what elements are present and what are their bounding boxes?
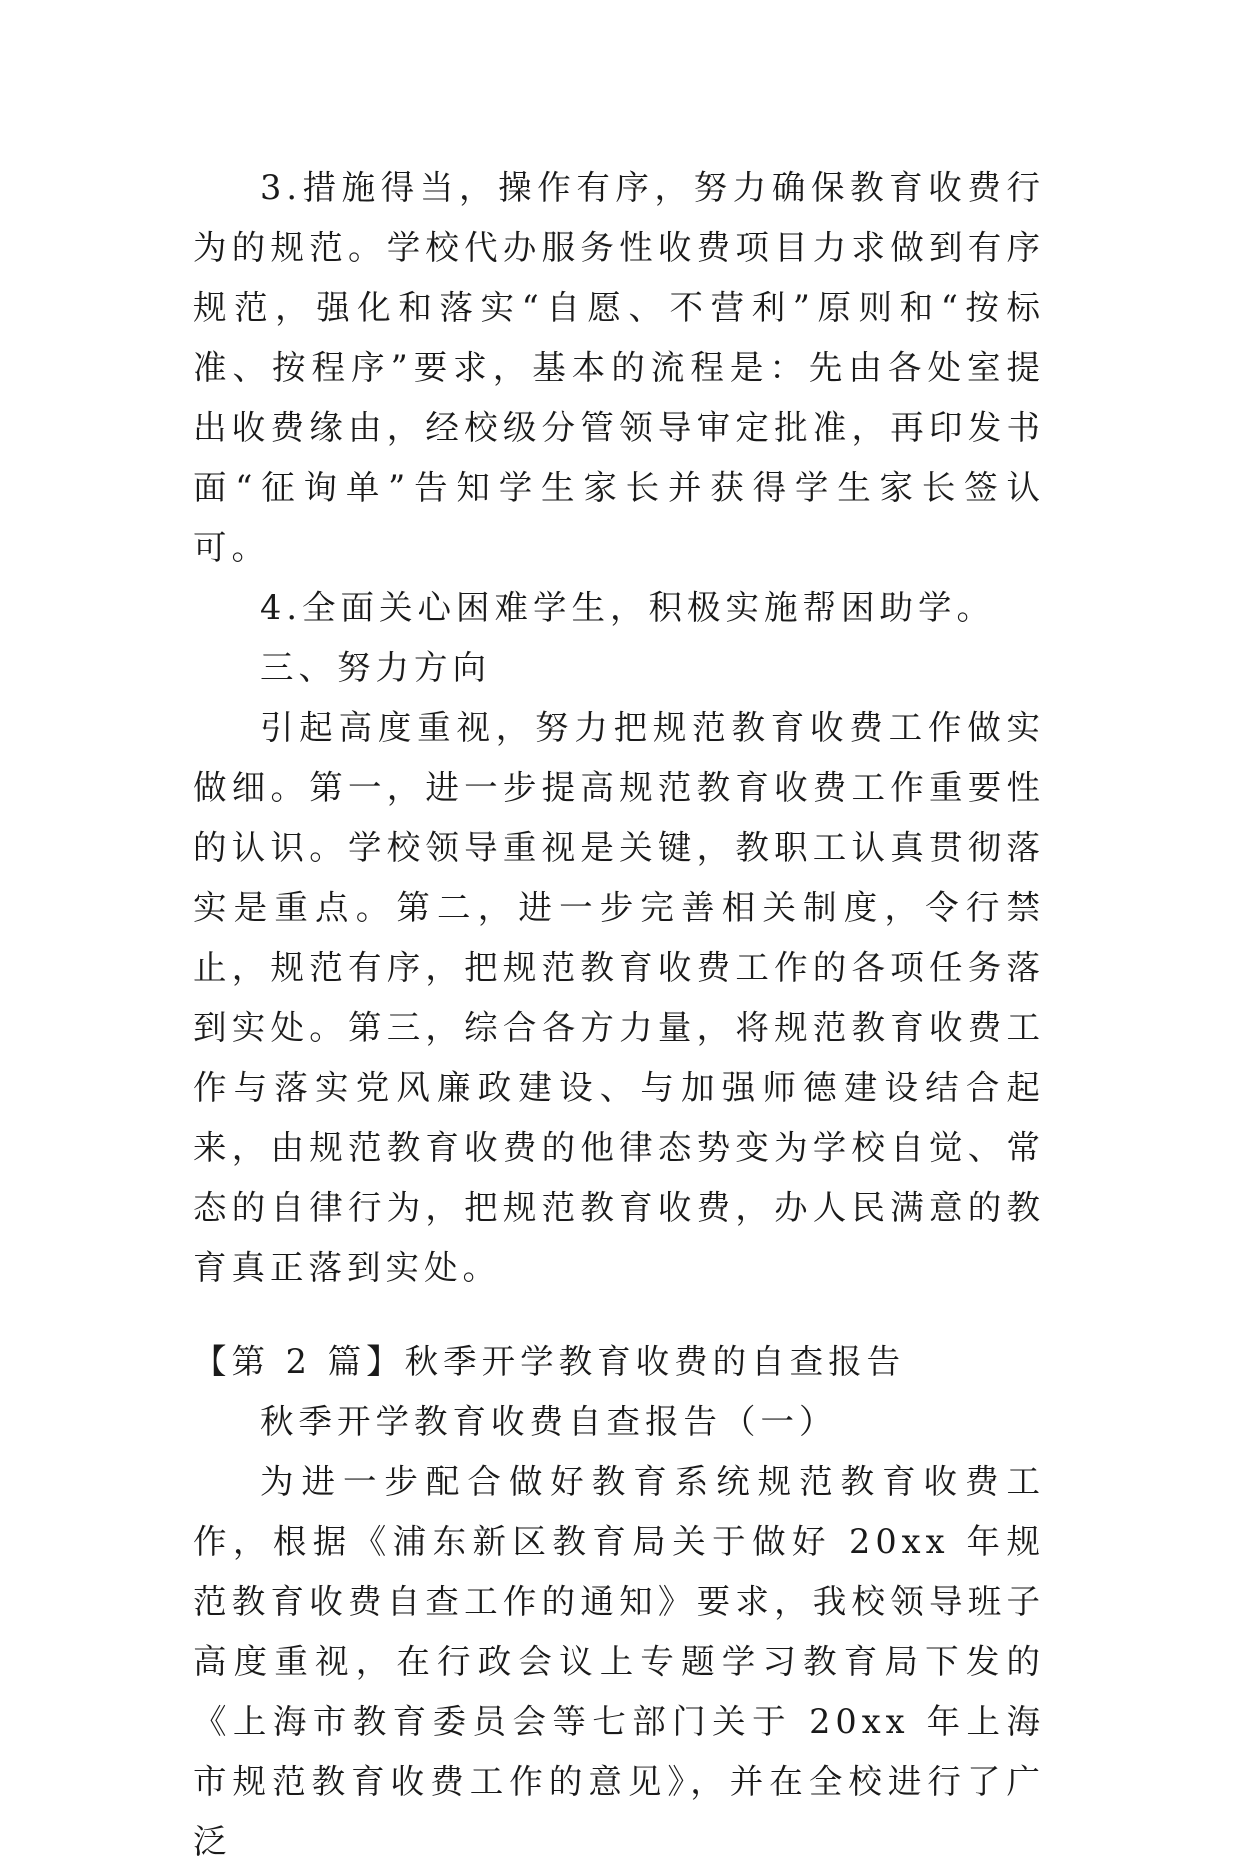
paragraph-measures: 3.措施得当，操作有序，努力确保教育收费行为的规范。学校代办服务性收费项目力求做到有序规范，强化和落实“自愿、不营利”原则和“按标准、按程序”要求，基本的流程是：先由各处室提出收费缘由，经校级分管领导审定批准，再印发书面“征询单”告知学生家长并获得学生家长签认可。	[193, 168, 1045, 567]
paragraph-aid-students: 4.全面关心困难学生，积极实施帮困助学。	[260, 588, 995, 627]
paragraph-direction: 引起高度重视，努力把规范教育收费工作做实做细。第一，进一步提高规范教育收费工作重要性的认识。学校领导重视是关键，教职工认真贯彻落实是重点。第二，进一步完善相关制度，令行禁止，规范有序，把规范教育收费工作的各项任务落到实处。第三，综合各方力量，将规范教育收费工作与落实党风廉政建设、与加强师德建设结合起来，由规范教育收费的他律态势变为学校自觉、常态的自律行为，把规范教育收费，办人民满意的教育真正落到实处。	[193, 708, 1045, 1287]
section-gap	[193, 1298, 1045, 1332]
heading-direction: 三、努力方向	[260, 648, 491, 687]
article-title: 【第 2 篇】秋季开学教育收费的自查报告	[193, 1342, 906, 1381]
document-body	[193, 158, 1045, 1872]
article-subtitle: 秋季开学教育收费自查报告（一）	[260, 1402, 838, 1441]
paragraph-intro: 为进一步配合做好教育系统规范教育收费工作，根据《浦东新区教育局关于做好 20xx 年规范教育收费自查工作的通知》要求，我校领导班子高度重视，在行政会议上专题学习教育局下发的《上海市教育委员会等七部门关于 20xx 年上海市规范教育收费工作的意见》，并在全校进行了广泛	[193, 1462, 1045, 1861]
